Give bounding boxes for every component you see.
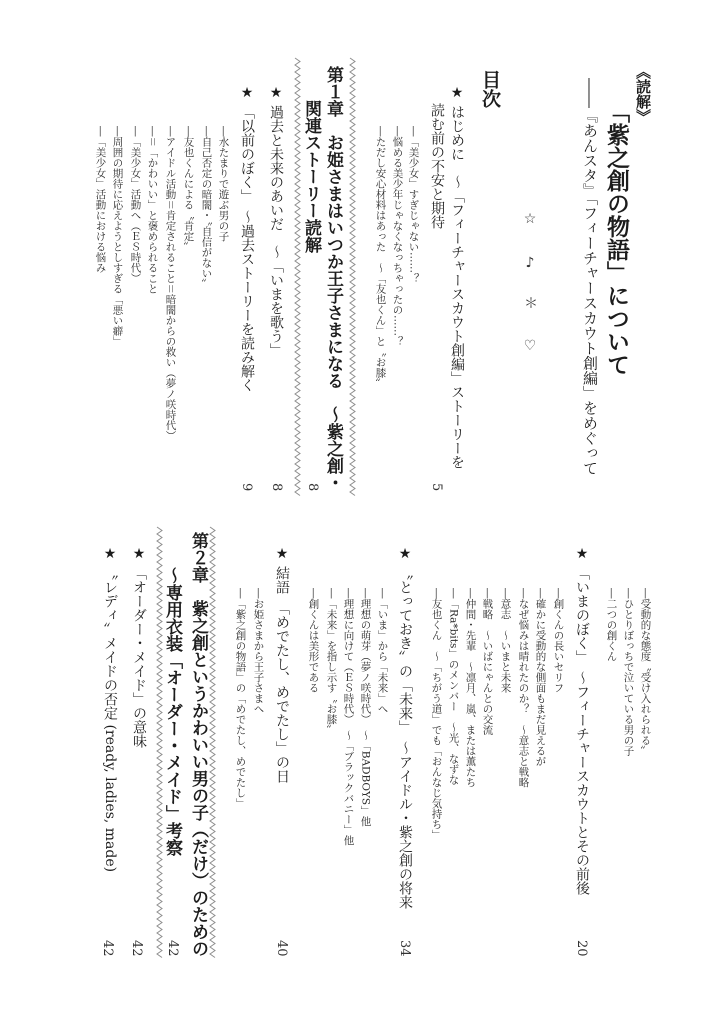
- star-icon: ★: [449, 85, 465, 101]
- entry-title: はじめに ～「フィーチャースカウト創編」ストーリーを: [449, 105, 465, 469]
- toc-entry-special-future: [398, 546, 412, 909]
- toc-subitem: ―友也くん ～「ちがう道」でも「おんなじ気持ち」: [430, 588, 443, 840]
- toc-entry-lady-made: [103, 546, 117, 872]
- toc-subitem: ―水たまりで遊ぶ男の子: [217, 126, 230, 242]
- toc-subitem: ―受動的な態度〝受け入れられる〟: [639, 588, 652, 756]
- chapter2-title: 第２章 紫之創というかわいい男の子（だけ）のための: [188, 532, 208, 957]
- toc-entry-intro: [450, 85, 464, 469]
- toc-subitem: ―理想に向けて（ＥＳ時代） ～「ブラックバニー」他: [342, 588, 355, 846]
- wavy-divider-right: [349, 58, 356, 498]
- page-number: 42: [129, 940, 144, 957]
- entry-title: 過去と未来のあいだ ～「いまを歌う」: [268, 105, 284, 357]
- toc-entry-conclusion: [275, 546, 289, 783]
- toc-subitem: ―確かに受動的な側面もまだ見えるが: [534, 588, 547, 767]
- star-icon: ★: [274, 546, 290, 562]
- toc-subitem: ―創くんの長いセリフ: [552, 588, 565, 693]
- toc-subitem: ―「美少女」すぎじゃない……？: [407, 126, 420, 284]
- page-number: 40: [274, 940, 289, 957]
- toc-subitem: ―創くんは美形である: [307, 588, 320, 693]
- entry-title: 「オーダー・メイド」の意味: [131, 566, 147, 748]
- star-icon: ★: [397, 546, 413, 562]
- outline-star-icon: ☆: [522, 211, 538, 227]
- toc-subitem: ―ひとりぼっちで泣いている男の子: [622, 588, 635, 756]
- entry-title: 〝レディ〟メイドの否定 (ready, ladies, made): [102, 566, 118, 873]
- chapter2-title-continued: ～専用衣装「オーダー・メイド」考察: [162, 567, 182, 856]
- entry-title: 「以前のぼく」 ～過去ストーリーを読み解く: [239, 105, 255, 392]
- toc-subitem: ―「紫之創の物語」の「めでたし、めでたし」: [234, 588, 247, 809]
- page-number: 5: [429, 483, 444, 492]
- toc-subitem: ―「美少女」活動における悩み: [94, 126, 107, 273]
- toc-subitem: ―アイドル活動＝肯定されること＝暗闇からの救い（夢ノ咲時代）: [164, 126, 177, 441]
- toc-subitem: ―周囲の期待に応えようとしすぎる「悪い癖」: [111, 126, 124, 347]
- entry-title: 〝とっておき〟の「未来」 ～アイドル・紫之創の将来: [397, 566, 413, 909]
- page-number: 42: [100, 940, 115, 957]
- toc-subitem: ―友也くんによる〝肯定〟: [182, 126, 195, 252]
- page-number: 20: [574, 940, 589, 957]
- chapter1-title: 第１章 お姫さまはいつか王子さまになる ～紫之創・: [323, 66, 343, 491]
- page-number: 8: [269, 483, 284, 492]
- toc-subitem: ―「Ra*bits」のメンバー ～光、なずな: [447, 588, 460, 785]
- toc-subitem: ―「いま」から「未来」へ: [376, 588, 389, 714]
- toc-subitem: ―「美少女」活動へ（ＥＳ時代）: [129, 126, 142, 284]
- toc-entry-order-made: [132, 546, 146, 748]
- toc-subitem: ―お姫さまから王子さまへ: [252, 588, 265, 714]
- toc-subitem: ―二つの創くん: [605, 588, 618, 662]
- page-number: 34: [397, 940, 412, 957]
- toc-subitem: ―ただし安心材料はあった ～「友也くん」と〝お膝〟: [374, 126, 387, 389]
- toc-subitem: ―仲間・先輩 ～凛月、嵐、または薫たち: [464, 588, 477, 788]
- toc-entry-between-past-future: [269, 85, 283, 357]
- toc-entry-former-me: [240, 85, 254, 392]
- article-title: 「紫之創の物語」について: [603, 100, 630, 376]
- article-subtitle: ――『あんスタ』「フィーチャースカウト創編」をめぐって: [581, 78, 599, 476]
- music-note-icon: ♪: [522, 255, 538, 271]
- toc-subitem: ―自己否定の暗闇・〝自信がない〟: [200, 126, 213, 289]
- star-icon: ★: [268, 85, 284, 101]
- chapter1-title-continued: 関連ストーリー読解: [301, 100, 321, 253]
- toc-subitem: ―意志 ～いまと未来: [499, 588, 512, 693]
- toc-subitem: ―悩める美少年じゃなくなっちゃったの……？: [391, 126, 404, 347]
- page-number: 8: [305, 483, 320, 492]
- heart-icon: ♡: [522, 338, 538, 354]
- entry-title: 結語 「めでたし、めでたし」の日: [274, 566, 290, 783]
- star-icon: ★: [102, 546, 118, 562]
- toc-subitem: ―なぜ悩みは晴れたのか？ ～意志と戦略: [517, 588, 530, 788]
- toc-entry-current-me: [575, 546, 589, 895]
- star-icon: ★: [574, 546, 590, 562]
- asterisk-icon: ＊: [522, 296, 538, 310]
- wavy-divider-left: [294, 58, 301, 498]
- toc-heading: 目次: [479, 70, 501, 108]
- article-label: 《読解》: [634, 64, 652, 124]
- page-number: 42: [165, 940, 180, 957]
- entry-title-continued: 読む前の不安と期待: [429, 103, 445, 229]
- entry-title: 「いまのぼく」 ～フィーチャースカウトとその前後: [574, 566, 590, 895]
- wavy-divider-right: [209, 527, 216, 958]
- toc-subitem: ―＝「かわいい」と褒められること: [146, 126, 159, 294]
- star-icon: ★: [131, 546, 147, 562]
- star-icon: ★: [239, 85, 255, 101]
- toc-subitem: ―理想の萌芽（夢ノ咲時代） ～「BADBOYS」他: [359, 588, 372, 827]
- toc-subitem: ―「未来」を指し示す〝お膝〟: [325, 588, 338, 735]
- toc-subitem: ―戦略 ～いばにゃんとの交流: [481, 588, 494, 735]
- page-number: 9: [239, 483, 254, 492]
